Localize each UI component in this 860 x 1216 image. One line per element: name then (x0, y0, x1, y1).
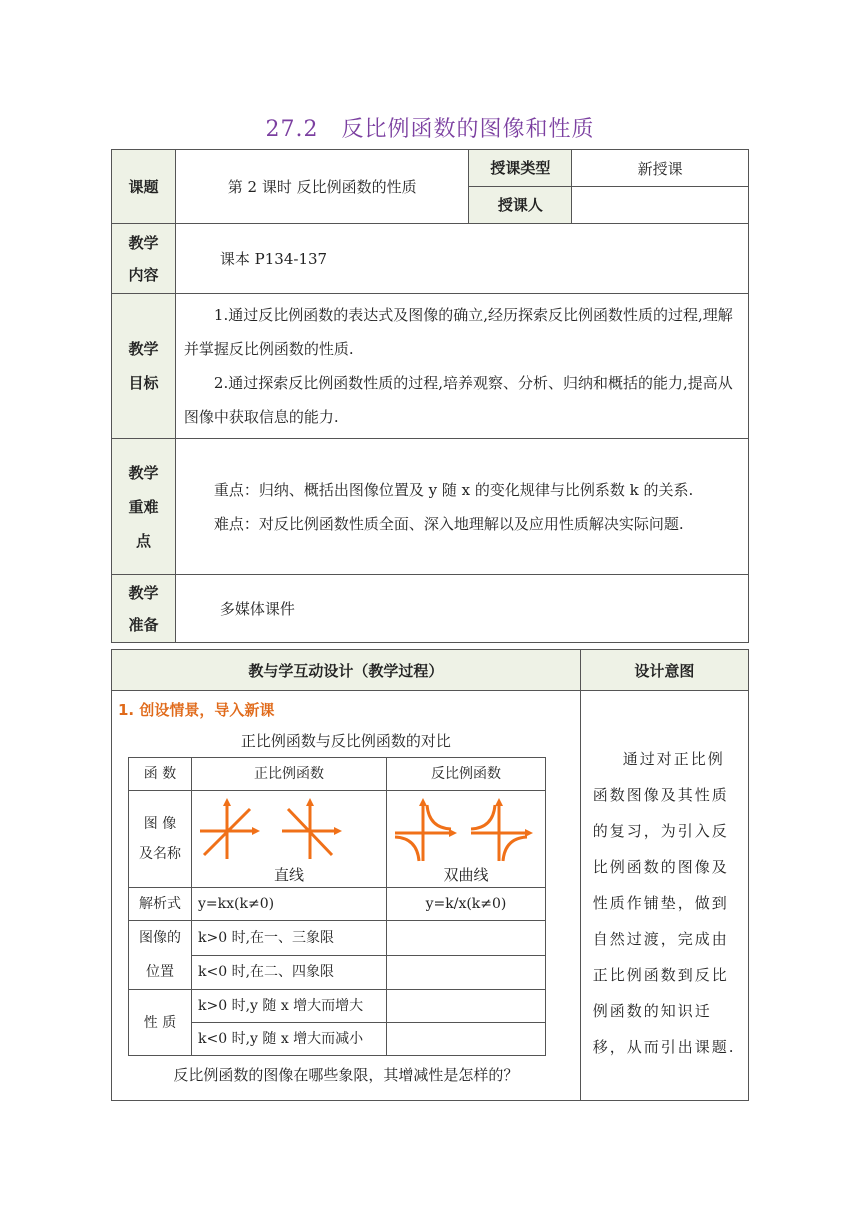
goal-2: 2.通过探索反比例函数性质的过程,培养观察、分析、归纳和概括的能力,提高从图像中获取信息的能力. (183, 374, 733, 426)
direct-header: 正比例函数 (192, 758, 387, 791)
comparison-table (128, 757, 546, 1056)
section-title: 1. 创设情景，导入新课 (118, 701, 275, 719)
teacher-label: 授课人 (469, 187, 572, 224)
teacher-value (572, 187, 749, 224)
inverse-graph-name: 双曲线 (443, 866, 489, 884)
lesson-info-table (111, 149, 749, 643)
guiding-question: 反比例函数的图像在哪些象限，其增减性是怎样的？ (173, 1066, 519, 1084)
key-points-label: 教学 重难 点 (112, 439, 176, 575)
process-content (112, 691, 581, 1101)
func-header: 函 数 (129, 758, 192, 791)
key-points-text (175, 439, 748, 575)
inverse-formula: y=k/x(k≠0) (387, 888, 546, 921)
document-title: 27.2 反比例函数的图像和性质 (265, 117, 595, 142)
inverse-proportion-graphs (387, 793, 545, 865)
property-inverse-empty-1 (387, 990, 546, 1023)
prep-label: 教学 准备 (112, 575, 176, 643)
position-k-negative: k<0 时,在二、四象限 (192, 955, 387, 990)
formula-row-label: 解析式 (129, 888, 192, 921)
topic-value: 第 2 课时 反比例函数的性质 (175, 150, 469, 224)
graph-row-label: 图 像 及名称 (129, 791, 192, 888)
goal-1: 1.通过反比例函数的表达式及图像的确立,经历探索反比例函数性质的过程,理解并掌握反比例函数的性质. (183, 306, 733, 358)
direct-graphs-cell (192, 791, 387, 888)
direct-formula: y=kx(k≠0) (192, 888, 387, 921)
property-row-label: 性 质 (129, 990, 192, 1056)
direct-graph-name: 直线 (273, 866, 304, 884)
property-inverse-empty-2 (387, 1023, 546, 1056)
direct-proportion-graphs (192, 793, 386, 865)
position-inverse-empty-2 (387, 955, 546, 990)
key-point: 重点：归纳、概括出图像位置及 y 随 x 的变化规律与比例系数 k 的关系. (213, 480, 694, 499)
position-row-label: 图像的 位置 (129, 921, 192, 990)
comparison-caption: 正比例函数与反比例函数的对比 (240, 732, 451, 750)
difficult-point: 难点：对反比例函数性质全面、深入地理解以及应用性质解决实际问题. (213, 514, 684, 533)
property-k-negative: k<0 时,y 随 x 增大而减小 (192, 1023, 387, 1056)
prep-value: 多媒体课件 (175, 575, 748, 643)
position-inverse-empty-1 (387, 921, 546, 956)
inverse-header: 反比例函数 (387, 758, 546, 791)
goals-text (175, 294, 748, 439)
topic-label: 课题 (112, 150, 176, 224)
content-label: 教学 内容 (112, 224, 176, 294)
property-k-positive: k>0 时,y 随 x 增大而增大 (192, 990, 387, 1023)
content-value: 课本 P134-137 (175, 224, 748, 294)
inverse-graphs-cell (387, 791, 546, 888)
goals-label: 教学 目标 (112, 294, 176, 439)
lesson-type-label: 授课类型 (469, 150, 572, 187)
process-header: 教与学互动设计（教学过程） (112, 650, 581, 691)
lesson-type-value: 新授课 (572, 150, 749, 187)
design-intent-header: 设计意图 (580, 650, 748, 691)
teaching-process-table (111, 649, 749, 1101)
position-k-positive: k>0 时,在一、三象限 (192, 921, 387, 956)
design-intent-text: 通过对正比例函数图像及其性质的复习，为引入反比例函数的图像及性质作铺垫，做到自然过渡，完成由正比例函数到反比例函数的知识迁移，从而引出课题. (580, 691, 748, 1101)
